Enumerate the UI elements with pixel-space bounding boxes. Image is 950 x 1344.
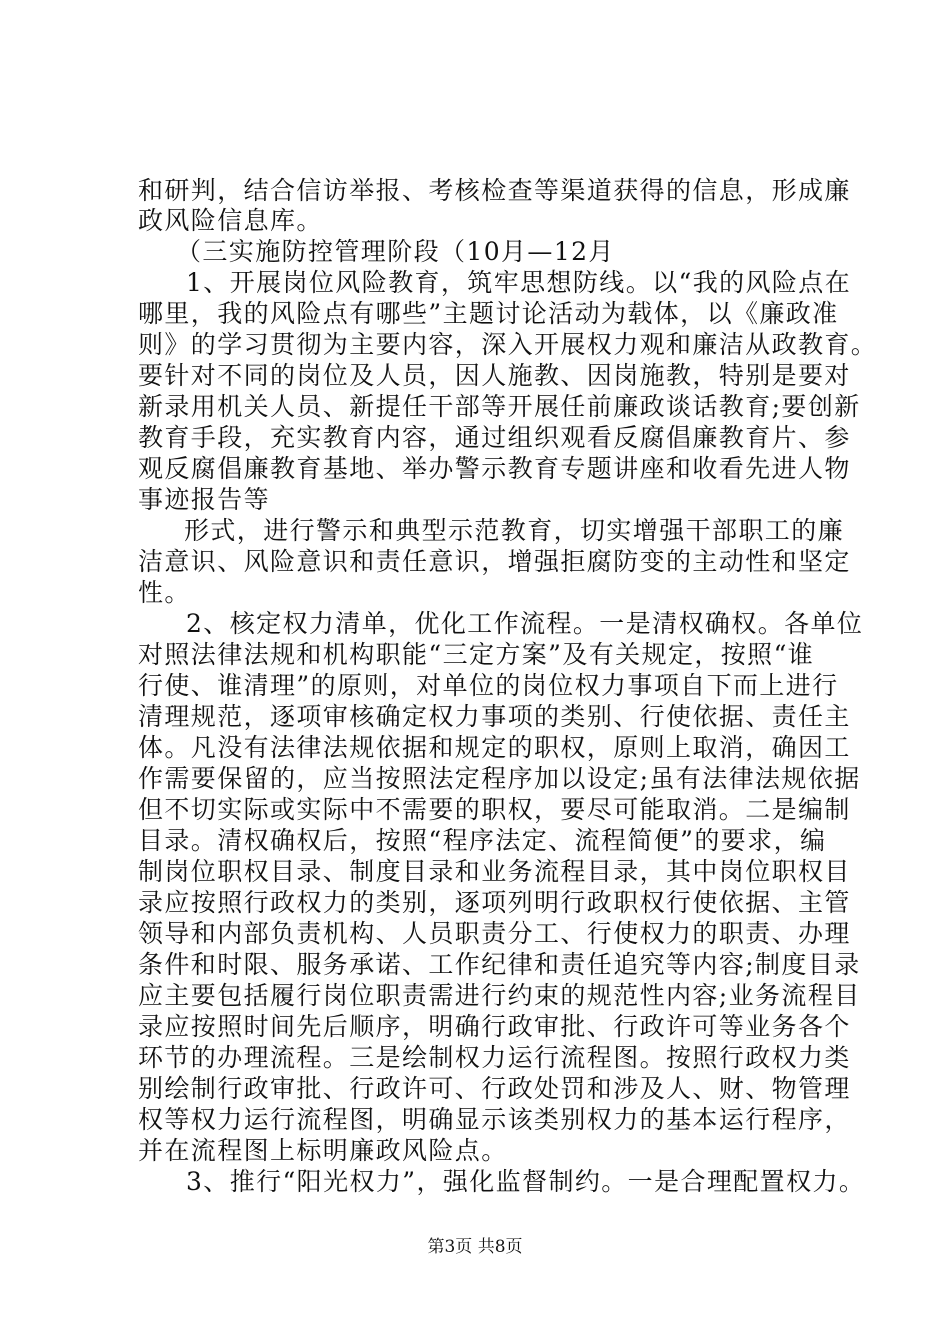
text-line: 对照法律法规和机构职能“三定方案”及有关规定，按照“谁	[138, 640, 815, 669]
text-line: 权等权力运行流程图，明确显示该类别权力的基本运行程序，	[138, 1105, 851, 1134]
text-line: 行使、谁清理”的原则，对单位的岗位权力事项自下而上进行	[138, 671, 839, 700]
text-line: 新录用机关人员、新提任干部等开展任前廉政谈话教育;要创新	[138, 392, 861, 421]
text-line: 作需要保留的，应当按照法定程序加以设定;虽有法律法规依据	[138, 764, 861, 793]
text-line: 2、核定权力清单，优化工作流程。一是清权确权。各单位	[186, 609, 864, 638]
text-line: 录应按照时间先后顺序，明确行政审批、行政许可等业务各个	[138, 1012, 851, 1041]
text-line: 1、开展岗位风险教育，筑牢思想防线。以“我的风险点在	[186, 268, 852, 297]
text-line: 但不切实际或实际中不需要的职权，要尽可能取消。二是编制	[138, 795, 851, 824]
text-line: 事迹报告等	[138, 485, 271, 514]
text-line: 3、推行“阳光权力”，强化监督制约。一是合理配置权力。	[186, 1167, 866, 1196]
text-line: 洁意识、风险意识和责任意识，增强拒腐防变的主动性和坚定	[138, 547, 851, 576]
page-number-footer: 第3页 共8页	[427, 1237, 523, 1257]
text-line: 则》的学习贯彻为主要内容，深入开展权力观和廉洁从政教育。	[138, 330, 878, 359]
text-line: 条件和时限、服务承诺、工作纪律和责任追究等内容;制度目录	[138, 950, 861, 979]
text-line: 形式，进行警示和典型示范教育，切实增强干部职工的廉	[184, 516, 845, 545]
text-line: 观反腐倡廉教育基地、举办警示教育专题讲座和收看先进人物	[138, 454, 851, 483]
text-line: 并在流程图上标明廉政风险点。	[138, 1136, 508, 1165]
text-line: 和研判，结合信访举报、考核检查等渠道获得的信息，形成廉	[138, 176, 851, 205]
text-line: 要针对不同的岗位及人员，因人施教、因岗施教，特别是要对	[138, 361, 851, 390]
text-line: 制岗位职权目录、制度目录和业务流程目录，其中岗位职权目	[138, 857, 851, 886]
text-line: 清理规范，逐项审核确定权力事项的类别、行使依据、责任主	[138, 702, 851, 731]
text-line: 哪里，我的风险点有哪些”主题讨论活动为载体，以《廉政准	[138, 299, 839, 328]
text-line: 目录。清权确权后，按照“程序法定、流程简便”的要求，编	[138, 826, 827, 855]
text-line: 教育手段，充实教育内容，通过组织观看反腐倡廉教育片、参	[138, 423, 851, 452]
text-line: 应主要包括履行岗位职责需进行约束的规范性内容;业务流程目	[138, 981, 861, 1010]
text-line: 录应按照行政权力的类别，逐项列明行政职权行使依据、主管	[138, 888, 851, 917]
text-line: 领导和内部负责机构、人员职责分工、行使权力的职责、办理	[138, 919, 851, 948]
text-line: 性。	[138, 578, 191, 607]
text-line: 政风险信息库。	[138, 206, 323, 235]
text-line: 环节的办理流程。三是绘制权力运行流程图。按照行政权力类	[138, 1043, 851, 1072]
section-heading: （三实施防控管理阶段（10月—12月	[176, 237, 615, 266]
text-line: 别绘制行政审批、行政许可、行政处罚和涉及人、财、物管理	[138, 1074, 851, 1103]
text-line: 体。凡没有法律法规依据和规定的职权，原则上取消，确因工	[138, 733, 851, 762]
